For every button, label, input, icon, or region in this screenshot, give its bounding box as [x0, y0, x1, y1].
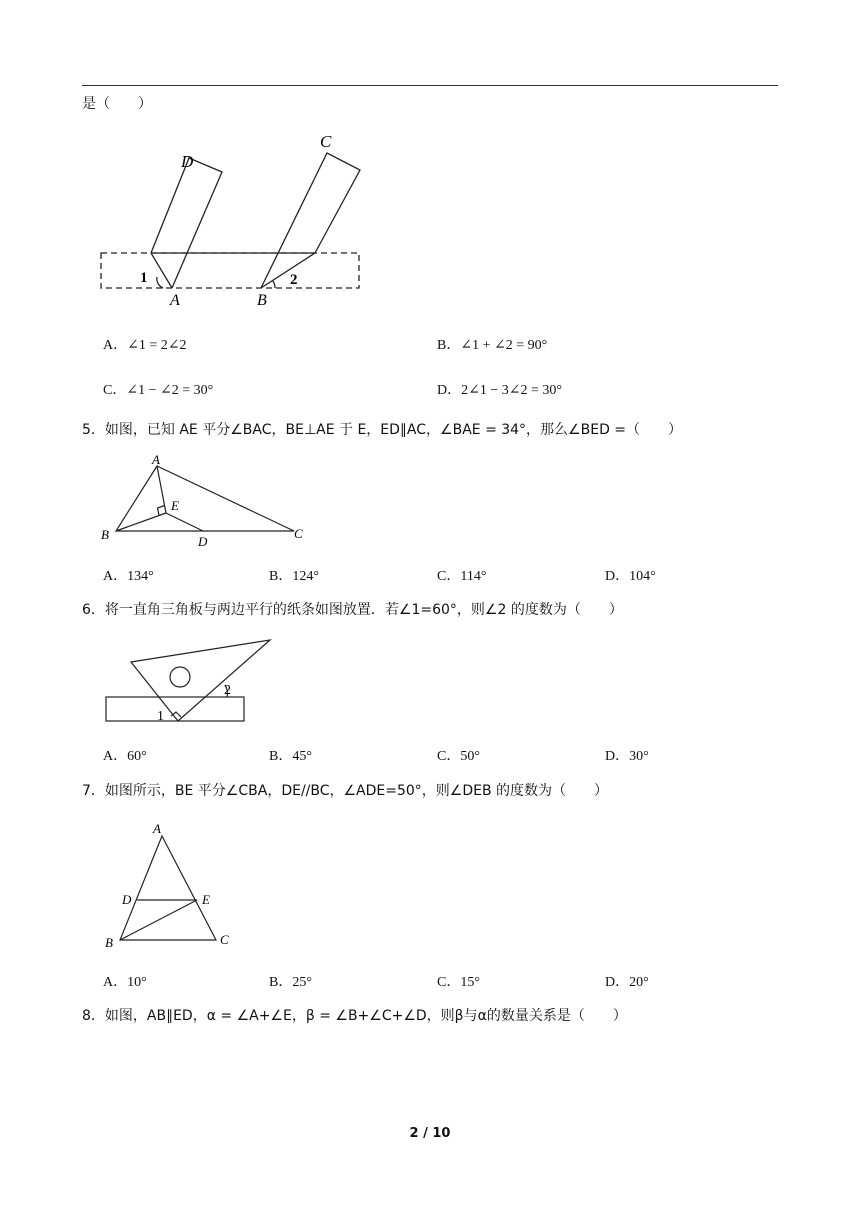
q4-option-d: D．2∠1 − 3∠2 = 30° — [437, 383, 562, 398]
q7-figure — [100, 818, 240, 953]
header-rule — [82, 85, 778, 86]
q4-label-B: B — [257, 292, 267, 309]
q6-angle2-label: 2 — [224, 683, 231, 698]
q7-label-E: E — [202, 892, 210, 907]
q4-label-D: D — [181, 152, 194, 171]
q6-figure — [100, 633, 280, 733]
q7-label-D: D — [122, 892, 132, 907]
q4-stem-tail: 是（ ） — [82, 96, 152, 112]
q4-angle2-label: 2 — [290, 272, 298, 288]
q6-option-a: A．60° — [103, 749, 147, 764]
q5-option-b: B．124° — [269, 569, 319, 584]
q8-stem: 8．如图，AB∥ED，α = ∠A+∠E，β = ∠B+∠C+∠D，则β与α的数量关系是（ ） — [82, 1008, 627, 1024]
q7-label-B: B — [105, 935, 113, 950]
q4-figure — [95, 125, 375, 315]
q5-label-E: E — [171, 498, 179, 513]
q5-label-B: B — [101, 527, 109, 542]
page-number: 2 / 10 — [409, 1126, 451, 1141]
q6-angle1-label: 1 — [157, 709, 164, 724]
q5-figure — [98, 452, 318, 552]
q6-option-c: C．50° — [437, 749, 480, 764]
q5-option-c: C．114° — [437, 569, 487, 584]
q6-option-d: D．30° — [605, 749, 649, 764]
q4-angle1-label: 1 — [140, 270, 148, 286]
q7-label-A: A — [153, 821, 161, 836]
q7-label-C: C — [220, 932, 229, 947]
q4-option-c: C．∠1 − ∠2 = 30° — [103, 383, 214, 398]
q7-stem: 7．如图所示，BE 平分∠CBA，DE//BC，∠ADE=50°，则∠DEB 的度数为（ ） — [82, 783, 609, 799]
q4-option-a: A．∠1 = 2∠2 — [103, 338, 187, 353]
q7-option-d: D．20° — [605, 975, 649, 990]
q6-option-b: B．45° — [269, 749, 312, 764]
q5-stem: 5．如图，已知 AE 平分∠BAC，BE⊥AE 于 E，ED∥AC，∠BAE = 34°，那么∠BED =（ ） — [82, 422, 683, 438]
q5-option-a: A．134° — [103, 569, 154, 584]
q4-label-C: C — [320, 132, 332, 151]
q7-option-a: A．10° — [103, 975, 147, 990]
q5-label-C: C — [294, 526, 303, 541]
q5-label-D: D — [198, 534, 208, 549]
q4-label-A: A — [170, 292, 180, 309]
q5-option-d: D．104° — [605, 569, 656, 584]
q7-option-c: C．15° — [437, 975, 480, 990]
q6-stem: 6．将一直角三角板与两边平行的纸条如图放置．若∠1=60°，则∠2 的度数为（ ） — [82, 602, 623, 618]
q7-option-b: B．25° — [269, 975, 312, 990]
q4-option-b: B．∠1 + ∠2 = 90° — [437, 338, 548, 353]
q5-label-A: A — [152, 452, 160, 467]
